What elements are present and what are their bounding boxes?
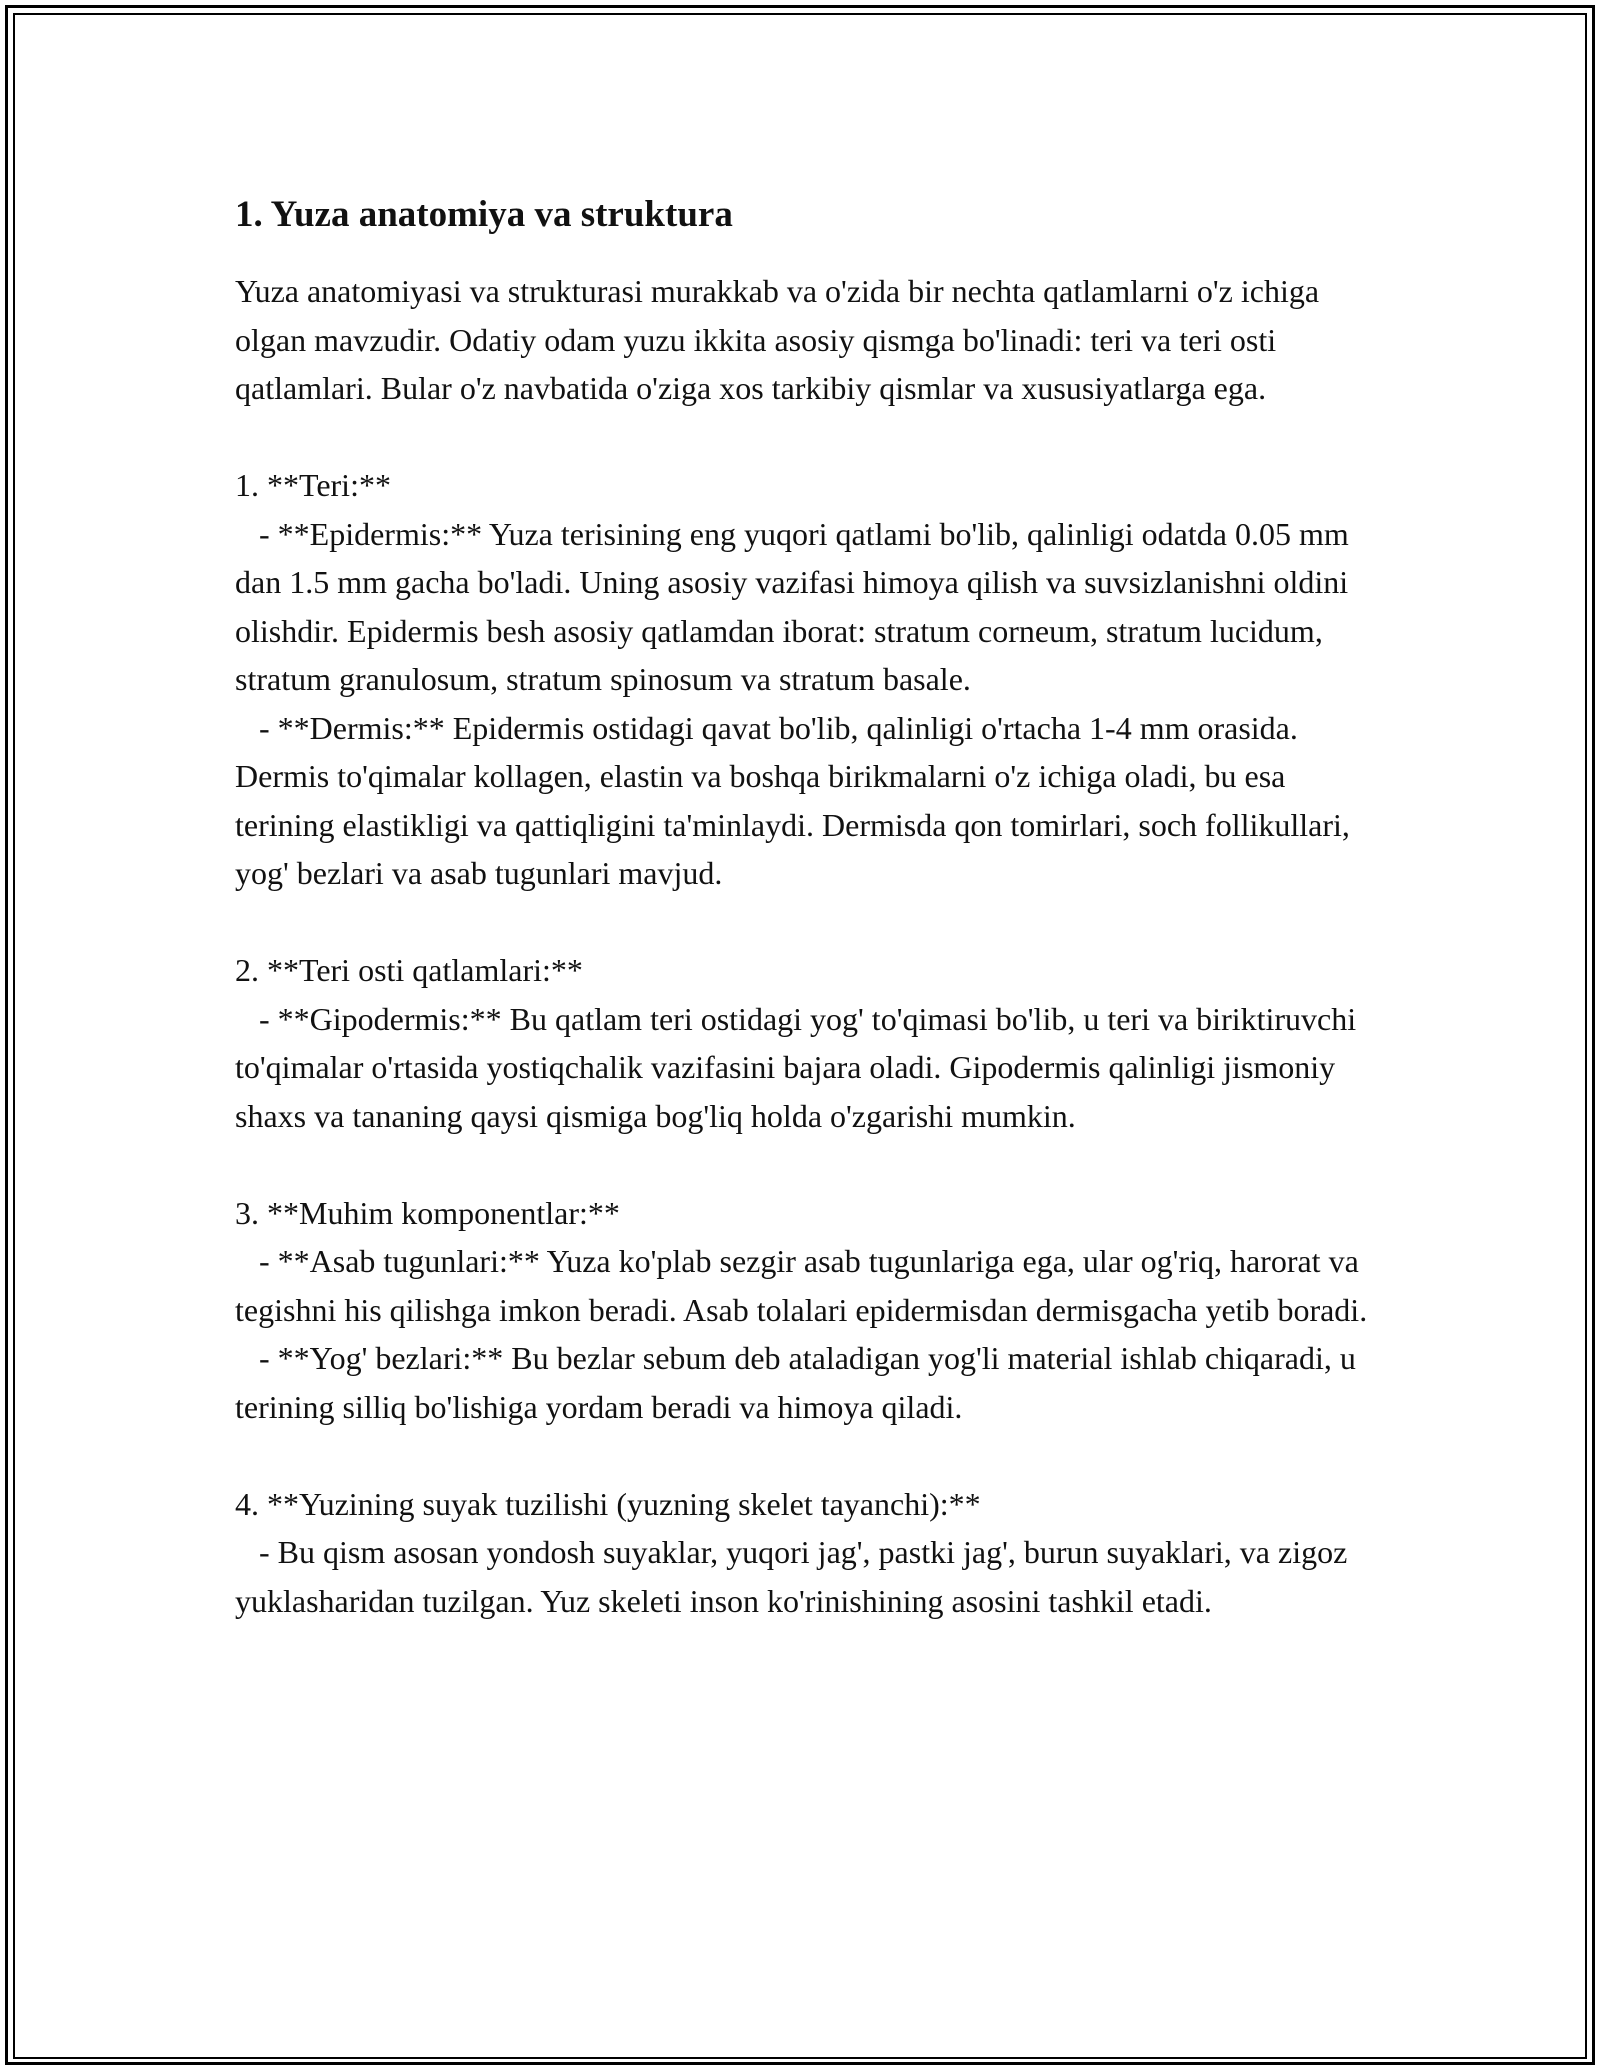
section-title: 4. **Yuzining suyak tuzilishi (yuzning skelet tayanchi):** — [235, 1485, 981, 1522]
document-body — [235, 186, 1385, 1625]
list-item-epidermis: - **Epidermis:** Yuza terisining eng yuqori qatlami bo'lib, qalinligi odatda 0.05 mm dan 1.5 mm gacha bo'ladi. Uning asosiy vazifasi himoya qilish va suvsizlanishni oldini olishdir. Epidermis besh asosiy qatlamdan iborat: stratum corneum, stratum lucidum, stratum granulosum, stratum spinosum va stratum basale. — [235, 515, 1357, 697]
list-item-skelet: - Bu qism asosan yondosh suyaklar, yuqori jag', pastki jag', burun suyaklari, va zigoz yuklasharidan tuzilgan. Yuz skeleti inson ko'rinishining asosini tashkil etadi. — [235, 1534, 1356, 1619]
intro-paragraph: Yuza anatomiyasi va strukturasi murakkab va o'zida bir nechta qatlamlarni o'z ichiga olgan mavzudir. Odatiy odam yuzu ikkita asosiy qismga bo'linadi: teri va teri osti qatlamlari. Bular o'z navbatida o'ziga xos tarkibiy qismlar va xususiyatlarga ega. — [235, 273, 1328, 406]
section-title: 2. **Teri osti qatlamlari:** — [235, 952, 583, 988]
section-title: 3. **Muhim komponentlar:** — [235, 1194, 620, 1231]
section-muhim-komponentlar — [235, 1189, 1385, 1432]
list-item-gipodermis: - **Gipodermis:** Bu qatlam teri ostidagi yog' to'qimasi bo'lib, u teri va biriktiruvchi to'qimalar o'rtasida yostiqchalik vazifasini bajara oladi. Gipodermis qalinligi jismoniy shaxs va tananing qaysi qismiga bog'liq holda o'zgarishi mumkin. — [235, 1000, 1365, 1134]
list-item-asab-tugunlari: - **Asab tugunlari:** Yuza ko'plab sezgir asab tugunlariga ega, ular og'riq, harorat va tegishni his qilishga imkon beradi. Asab tolalari epidermisdan dermisgacha yetib boradi. — [235, 1243, 1368, 1328]
list-item-dermis: - **Dermis:** Epidermis ostidagi qavat bo'lib, qalinligi o'rtacha 1-4 mm orasida. Dermis to'qimalar kollagen, elastin va boshqa birikmalarni o'z ichiga oladi, bu esa terining elastikligi va qattiqligini ta'minlaydi. Dermisda qon tomirlari, soch follikullari, yog' bezlari va asab tugunlari mavjud. — [235, 709, 1358, 891]
section-teri-osti — [235, 946, 1385, 1140]
list-item-yog-bezlari: - **Yog' bezlari:** Bu bezlar sebum deb ataladigan yog'li material ishlab chiqaradi, u terining silliq bo'lishiga yordam beradi va himoya qiladi. — [235, 1340, 1364, 1425]
section-teri — [235, 461, 1385, 898]
section-heading: 1. Yuza anatomiya va struktura — [235, 194, 733, 235]
section-title: 1. **Teri:** — [235, 467, 391, 503]
section-suyak-tuzilishi — [235, 1480, 1385, 1626]
